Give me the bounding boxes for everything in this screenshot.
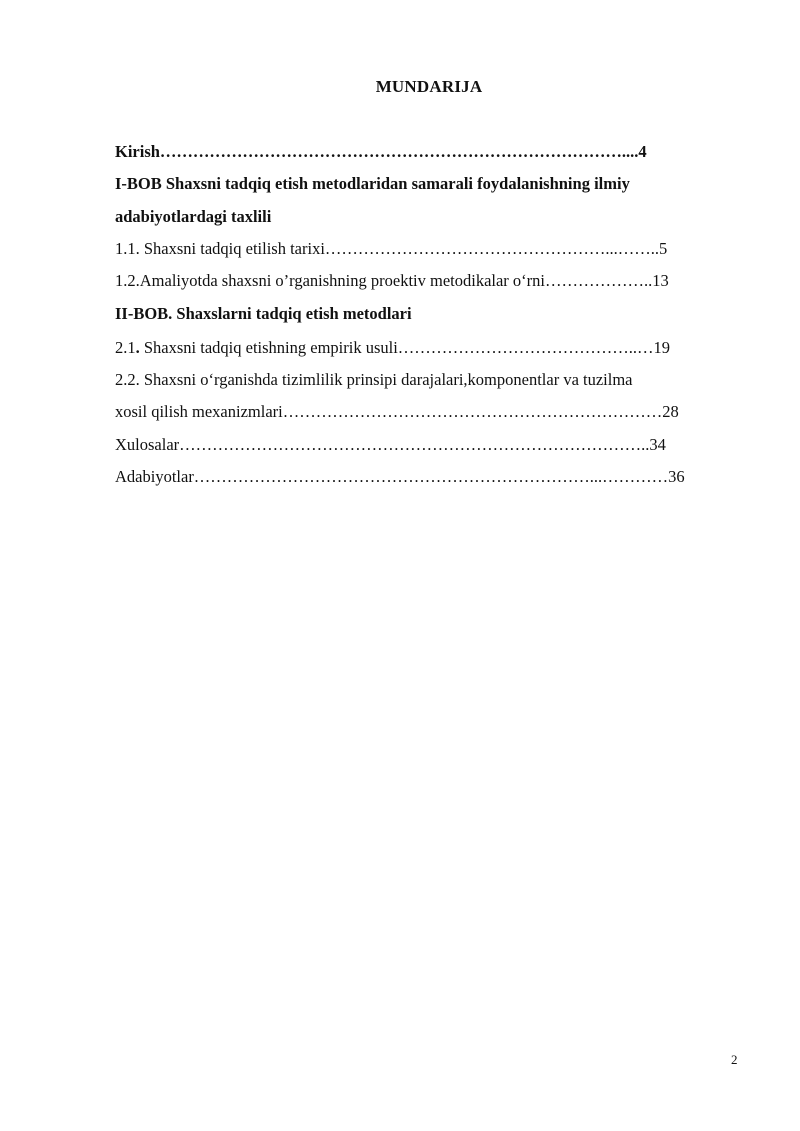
toc-entry-1-2: 1.2.Amaliyotda shaxsni o’rganishning proektiv metodikalar o‘rni………………..13 [115,271,669,290]
toc-entry-2-1-text: Shaxsni tadqiq etishning empirik usuli……………………………………..…19 [139,338,671,357]
toc-entry-xulosalar: Xulosalar…………………………………………………………………………..34 [115,435,666,454]
toc-chapter-1-line-1: I-BOB Shaxsni tadqiq etish metodlaridan samarali foydalanishning ilmiy [115,174,630,193]
toc-entry-kirish: Kirish…………………………………………………………………………....4 [115,142,647,161]
toc-entry-adabiyotlar: Adabiyotlar………………………………………………………………...…………36 [115,467,685,486]
toc-entry-2-2-line-2: xosil qilish mexanizmlari……………………………………………………………28 [115,402,679,421]
toc-chapter-1-line-2: adabiyotlardagi taxlili [115,207,272,226]
toc-chapter-1-heading [115,174,742,194]
toc-entry-2-2-line-1: 2.2. Shaxsni o‘rganishda tizimlilik prinsipi darajalari,komponentlar va tuzilma [115,370,633,389]
toc-entry-2-1-dot: . [135,338,140,357]
toc-entry-2-1-number: 2.1 [115,338,136,357]
toc-entry-1-1: 1.1. Shaxsni tadqiq etilish tarixi……………………………………………...……..5 [115,239,668,258]
page-number: 2 [731,1052,738,1067]
toc-entry-2-1 [115,338,745,358]
toc-chapter-2-heading: II-BOB. Shaxslarni tadqiq etish metodlari [115,304,412,323]
page-title: MUNDARIJA [375,77,483,96]
